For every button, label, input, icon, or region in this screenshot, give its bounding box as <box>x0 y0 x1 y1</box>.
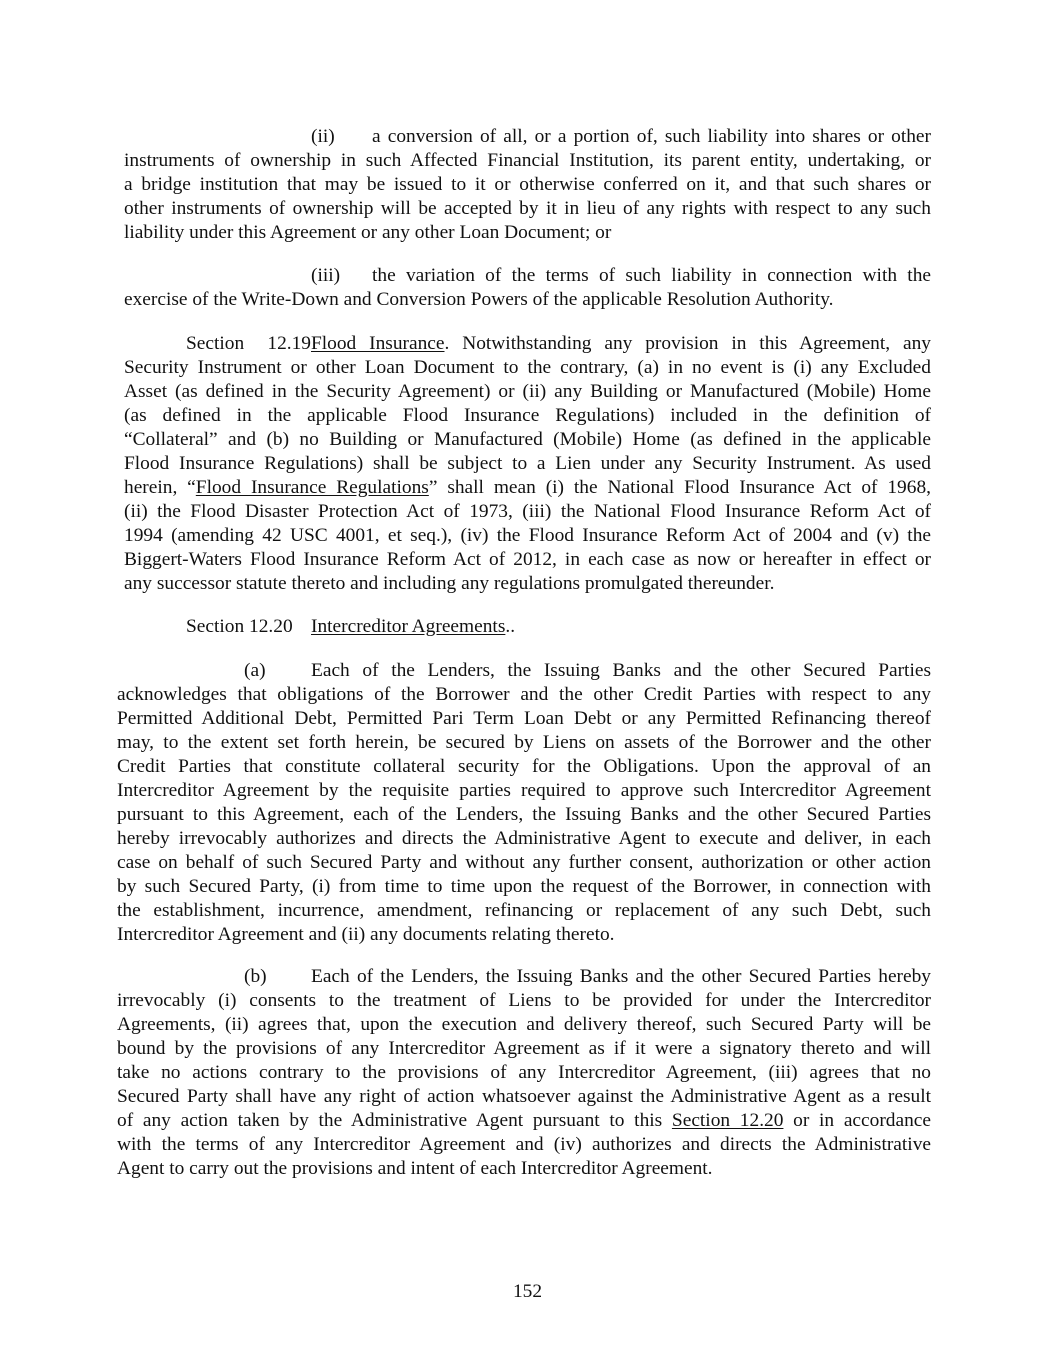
underlined-term: Section 12.20 <box>671 1110 784 1131</box>
text-segment: Biggert-Waters Flood Insurance Reform Act of 2012, in each case as now or hereafter in effect or <box>124 549 931 570</box>
text-segment: case on behalf of such Secured Party and without any further consent, authorization or other action <box>117 852 931 873</box>
text-segment: of any action taken by the Administrative Agent pursuant to this <box>117 1110 672 1131</box>
text-line <box>117 1133 931 1157</box>
text-line <box>124 524 931 548</box>
text-line <box>117 779 931 803</box>
text-segment: “Collateral” and (b) no Building or Manufactured (Mobile) Home (as defined in the applicable <box>124 429 931 450</box>
text-segment: a conversion of all, or a portion of, such liability into shares or other <box>372 126 931 147</box>
paragraph-label: (iii) <box>311 265 341 286</box>
paragraph-section-12-20 <box>124 615 931 639</box>
text-segment: the variation of the terms of such liability in connection with the <box>372 265 931 286</box>
paragraph-clause-iii <box>124 264 931 312</box>
text-line <box>117 989 931 1013</box>
text-line <box>124 221 931 245</box>
text-segment: other instruments of ownership will be accepted by it in lieu of any rights with respect to any such <box>124 198 931 219</box>
text-line <box>124 173 931 197</box>
text-segment: with the terms of any Intercreditor Agreement and (iv) authorizes and directs the Administrative <box>117 1134 931 1155</box>
text-segment: Each of the Lenders, the Issuing Banks and the other Secured Parties hereby <box>311 966 931 987</box>
text-line <box>117 803 931 827</box>
paragraph-label: Section 12.19 <box>186 333 311 354</box>
text-segment: Agreements, (ii) agrees that, upon the execution and delivery thereof, such Secured Party will be <box>117 1014 931 1035</box>
text-line <box>124 288 931 312</box>
text-line <box>117 875 931 899</box>
text-line <box>124 125 931 149</box>
text-segment: Each of the Lenders, the Issuing Banks and the other Secured Parties <box>311 660 931 681</box>
page-number: 152 <box>512 1281 543 1302</box>
text-line <box>117 659 931 683</box>
text-segment: herein, “ <box>124 477 196 498</box>
text-segment: take no actions contrary to the provisions of any Intercreditor Agreement, (iii) agrees that no <box>117 1062 931 1083</box>
text-line <box>117 1157 931 1181</box>
paragraph-clause-ii <box>124 125 931 245</box>
text-segment: Intercreditor Agreement and (ii) any documents relating thereto. <box>117 924 615 945</box>
text-segment: Security Instrument or other Loan Document to the contrary, (a) in no event is (i) any Excluded <box>124 357 931 378</box>
text-segment: any successor statute thereto and including any regulations promulgated thereunder. <box>124 573 775 594</box>
text-line <box>124 500 931 524</box>
text-line <box>124 572 931 596</box>
paragraph-section-12-19 <box>124 332 931 596</box>
paragraph-label: (a) <box>244 660 266 681</box>
text-segment: bound by the provisions of any Intercreditor Agreement as if it were a signatory thereto and will <box>117 1038 931 1059</box>
text-segment: . Notwithstanding any provision in this Agreement, any <box>444 333 931 354</box>
text-line <box>124 380 931 404</box>
text-line <box>117 965 931 989</box>
text-segment: .. <box>505 616 516 637</box>
text-line <box>124 356 931 380</box>
underlined-term: Intercreditor Agreements <box>311 616 506 637</box>
underlined-term: Flood Insurance <box>311 333 445 354</box>
text-segment: Agent to carry out the provisions and intent of each Intercreditor Agreement. <box>117 1158 713 1179</box>
text-line <box>117 1061 931 1085</box>
text-segment: the establishment, incurrence, amendment, refinancing or replacement of any such Debt, such <box>117 900 931 921</box>
text-line <box>117 683 931 707</box>
text-line <box>117 923 931 947</box>
text-line <box>124 149 931 173</box>
text-segment: pursuant to this Agreement, each of the Lenders, the Issuing Banks and the other Secured Parties <box>117 804 931 825</box>
text-line <box>124 428 931 452</box>
text-segment: irrevocably (i) consents to the treatment of Liens to be provided for under the Intercreditor <box>117 990 931 1011</box>
text-segment: Flood Insurance Regulations) shall be subject to a Lien under any Security Instrument. As used <box>124 453 931 474</box>
text-segment: Intercreditor Agreement by the requisite parties required to approve such Intercreditor Agreement <box>117 780 931 801</box>
paragraph-label: Section 12.20 <box>186 616 293 637</box>
text-segment: acknowledges that obligations of the Borrower and the other Credit Parties with respect to any <box>117 684 931 705</box>
text-line <box>117 1037 931 1061</box>
text-line <box>117 1085 931 1109</box>
text-segment: (as defined in the applicable Flood Insurance Regulations) included in the definition of <box>124 405 931 426</box>
text-line <box>124 197 931 221</box>
text-segment: ” shall mean (i) the National Flood Insurance Act of 1968, <box>428 477 931 498</box>
text-line <box>117 731 931 755</box>
text-segment: Secured Party shall have any right of action whatsoever against the Administrative Agent as a result <box>117 1086 931 1107</box>
text-segment: exercise of the Write-Down and Conversion Powers of the applicable Resolution Authority. <box>124 289 834 310</box>
text-line <box>124 264 931 288</box>
text-segment: Asset (as defined in the Security Agreement) or (ii) any Building or Manufactured (Mobile) Home <box>124 381 931 402</box>
paragraph-label: (b) <box>244 966 267 987</box>
text-segment: Permitted Additional Debt, Permitted Pari Term Loan Debt or any Permitted Refinancing thereof <box>117 708 931 729</box>
text-line <box>117 899 931 923</box>
text-line <box>117 1109 931 1133</box>
paragraph-clause-b <box>117 965 931 1181</box>
text-line <box>124 452 931 476</box>
text-line <box>117 851 931 875</box>
text-segment: by such Secured Party, (i) from time to time upon the request of the Borrower, in connection with <box>117 876 931 897</box>
underlined-term: Flood Insurance Regulations <box>195 477 429 498</box>
text-segment: liability under this Agreement or any other Loan Document; or <box>124 222 612 243</box>
text-line <box>124 548 931 572</box>
text-segment: 1994 (amending 42 USC 4001, et seq.), (iv) the Flood Insurance Reform Act of 2004 and (v) the <box>124 525 931 546</box>
text-segment: Credit Parties that constitute collateral security for the Obligations. Upon the approval of an <box>117 756 931 777</box>
text-segment: may, to the extent set forth herein, be secured by Liens on assets of the Borrower and the other <box>117 732 931 753</box>
text-line <box>117 755 931 779</box>
text-segment: (ii) the Flood Disaster Protection Act of 1973, (iii) the National Flood Insurance Reform Act of <box>124 501 931 522</box>
text-line <box>117 707 931 731</box>
text-segment: or in accordance <box>783 1110 932 1131</box>
paragraph-label: (ii) <box>311 126 335 147</box>
text-line <box>124 404 931 428</box>
text-line <box>117 827 931 851</box>
text-segment: hereby irrevocably authorizes and directs the Administrative Agent to execute and deliver, in each <box>117 828 931 849</box>
text-line <box>124 615 931 639</box>
paragraph-clause-a <box>117 659 931 947</box>
text-segment: a bridge institution that may be issued to it or otherwise conferred on it, and that such shares or <box>124 174 931 195</box>
text-line <box>124 476 931 500</box>
text-line <box>117 1013 931 1037</box>
text-line <box>124 332 931 356</box>
text-segment: instruments of ownership in such Affected Financial Institution, its parent entity, undertaking, or <box>124 150 931 171</box>
